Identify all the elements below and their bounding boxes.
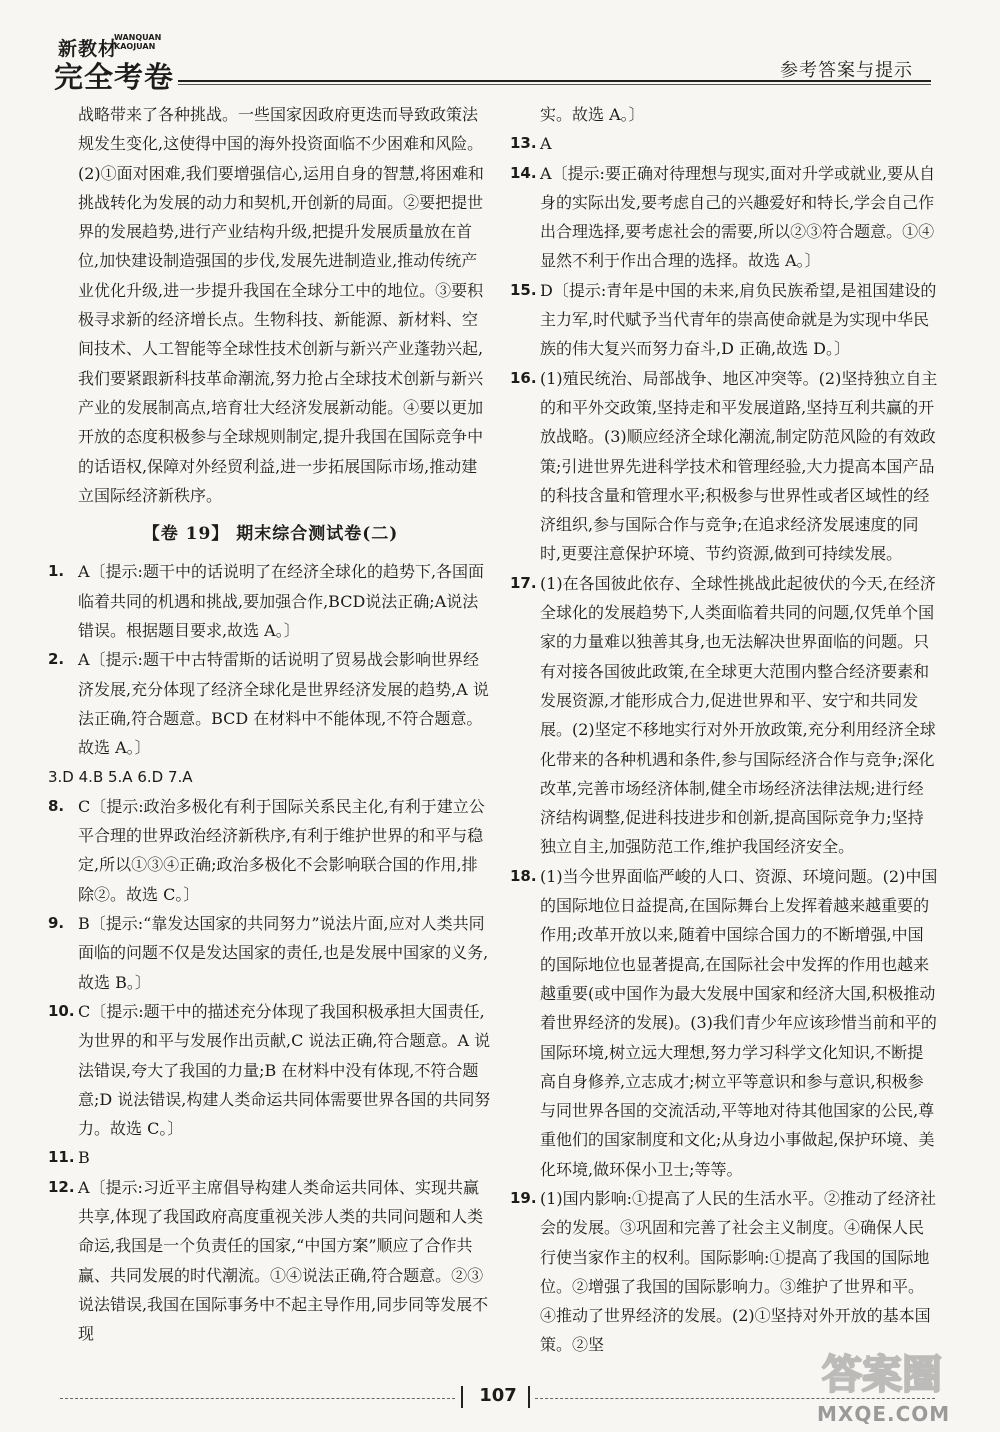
answer-continuation: 战略带来了各种挑战。一些国家因政府更迭而导致政策法规发生变化,这使得中国的海外投资面临不少困难和风险。 xyxy=(78,105,484,154)
footer-bar-right xyxy=(528,1386,530,1408)
page-header xyxy=(0,0,1000,94)
item-text: A〔提示:要正确对待理想与现实,面对升学或就业,要从自身的实际出发,要考虑自己的兴趣爱好和特长,学会自己作出合理选择,要考虑社会的需要,所以②③符合题意。①④显然不利于作出合理的选择。故选 A。〕 xyxy=(540,163,936,271)
item-text: (1)国内影响:①提高了人民的生活水平。②推动了经济社会的发展。③巩固和完善了社会主义制度。④确保人民行使当家作主的权利。国际影响:①提高了我国的国际地位。②增强了我国的国际影响力。③维护了世界和平。④推动了世界经济的发展。(2)①坚持对外开放的基本国策。②坚 xyxy=(540,1188,937,1355)
item-number: 14. xyxy=(510,163,537,182)
answer-item xyxy=(48,557,493,645)
right-column xyxy=(510,100,938,1360)
exam-title: 【卷 19】 期末综合测试卷(二) xyxy=(142,524,399,545)
item-number: 16. xyxy=(510,368,537,387)
brand-logo: 完全考卷 xyxy=(54,60,175,94)
item-number: 13. xyxy=(510,134,537,153)
answer-item xyxy=(510,276,938,364)
footer-rule-left xyxy=(60,1398,455,1399)
footer-bar-left xyxy=(461,1386,463,1408)
answer-part-2: (2)①面对困难,我们要增强信心,运用自身的智慧,将困难和挑战转化为发展的动力和契机,开创新的局面。②要把提世界的发展趋势,进行产业结构升级,把提升发展质量放在首位,加快建设制造强国的步伐,发展先进制造业,推动传统产业优化升级,进一步提升我国在全球分工中的地位。③要积极寻求新的经济增长点。生物科技、新能源、新材料、空间技术、人工智能等全球性技术创新与新兴产业蓬勃兴起,我们要紧跟新科技革命潮流,努力抢占全球技术创新与新兴产业的发展制高点,培育壮大经济发展新动能。④要以更加开放的态度积极参与全球规则制定,提升我国在国际竞争中的话语权,保障对外经贸利益,进一步拓展国际市场,推动建立国际经济新秩序。 xyxy=(78,163,484,505)
page-number: 107 xyxy=(479,1385,517,1406)
answer-item xyxy=(510,569,938,862)
answer-item xyxy=(510,159,938,276)
header-rule-thin xyxy=(178,84,931,85)
answer-item xyxy=(510,364,938,569)
section-heading: 参考答案与提示 xyxy=(780,60,913,81)
item-number: 1. xyxy=(48,562,65,581)
answer-item xyxy=(510,1184,938,1360)
item-number: 8. xyxy=(48,796,65,815)
item-text: A〔提示:题干中古特雷斯的话说明了贸易战会影响世界经济发展,充分体现了经济全球化是世界经济发展的趋势,A 说法正确,符合题意。BCD 在材料中不能体现,不符合题意。故选 A。〕 xyxy=(78,650,489,758)
answer-item xyxy=(510,862,938,1184)
item-text: C〔提示:政治多极化有利于国际关系民主化,有利于建立公平合理的世界政治经济新秩序,有利于维护世界的和平与稳定,所以①③④正确;政治多极化不会影响联合国的作用,排除②。故选 C。〕 xyxy=(78,796,485,904)
answer-item xyxy=(48,645,493,762)
answer-item xyxy=(510,129,938,158)
item-number: 17. xyxy=(510,573,537,592)
brand-pinyin: WANQUAN KAOJUAN xyxy=(114,33,162,51)
item-number: 15. xyxy=(510,280,537,299)
answer-item xyxy=(48,909,493,997)
item-text: A xyxy=(540,134,552,154)
item-text: A〔提示:习近平主席倡导构建人类命运共同体、实现共赢共享,体现了我国政府高度重视关涉人类的共同问题和人类命运,我国是一个负责任的国家,“中国方案”顺应了合作共赢、共同发展的时代潮流。①④说法正确,符合题意。②③说法错误,我国在国际事务中不起主导作用,同步同等发展不现 xyxy=(78,1177,489,1344)
left-column xyxy=(48,100,493,1348)
answer-continuation: 实。故选 A。〕 xyxy=(540,105,645,124)
item-number: 19. xyxy=(510,1188,537,1207)
item-text: B xyxy=(78,1148,90,1168)
answer-item xyxy=(48,792,493,909)
answer-item xyxy=(48,997,493,1143)
item-text: (1)殖民统治、局部战争、地区冲突等。(2)坚持独立自主的和平外交政策,坚持走和平发展道路,坚持互利共赢的开放战略。(3)顺应经济全球化潮流,制定防范风险的有效政策;引进世界先进科学技术和管理经验,大力提高本国产品的科技含量和管理水平;积极参与世界性或者区域性的经济组织,参与国际合作与竞争;在追求经济发展速度的同时,更要注意保护环境、节约资源,做到可持续发展。 xyxy=(540,368,938,564)
answer-item xyxy=(48,1173,493,1349)
item-number: 12. xyxy=(48,1177,75,1196)
watermark-logo-text: 答案圈 xyxy=(822,1352,942,1398)
item-text: A〔提示:题干中的话说明了在经济全球化的趋势下,各国面临着共同的机遇和挑战,要加强合作,BCD说法正确;A说法错误。根据题目要求,故选 A。〕 xyxy=(78,562,485,641)
item-text: (1)当今世界面临严峻的人口、资源、环境问题。(2)中国的国际地位日益提高,在国际舞台上发挥着越来越重要的作用;改革开放以来,随着中国综合国力的不断增强,中国的国际地位也显著提高,在国际社会中发挥的作用也越来越重要(或中国作为最大发展中国家和经济大国,积极推动着世界经济的发展)。(3)我们青少年应该珍惜当前和平的国际环境,树立远大理想,努力学习科学文化知识,不断提高自身修养,立志成才;树立平等意识和参与意识,积极参与同世界各国的交流活动,平等地对待其他国家的公民,尊重他们的国家制度和文化;从身边小事做起,保护环境、美化环境,做环保小卫士;等等。 xyxy=(540,866,938,1179)
item-number: 2. xyxy=(48,650,65,669)
item-number: 9. xyxy=(48,914,65,933)
item-text: D〔提示:青年是中国的未来,肩负民族希望,是祖国建设的主力军,时代赋予当代青年的崇高使命就是为实现中华民族的伟大复兴而努力奋斗,D 正确,故选 D。〕 xyxy=(540,280,937,359)
item-number: 11. xyxy=(48,1148,75,1167)
item-text: B〔提示:“靠发达国家的共同努力”说法片面,应对人类共同面临的问题不仅是发达国家的责任,也是发展中国家的义务,故选 B。〕 xyxy=(78,914,489,992)
watermark-url: MXQE.COM xyxy=(817,1402,951,1426)
answer-item xyxy=(48,1143,493,1172)
answer-key-text: 3.D 4.B 5.A 6.D 7.A xyxy=(48,767,193,786)
item-number: 10. xyxy=(48,1001,75,1020)
item-number: 18. xyxy=(510,866,537,885)
answer-key-row xyxy=(48,763,493,792)
item-text: (1)在各国彼此依存、全球性挑战此起彼伏的今天,在经济全球化的发展趋势下,人类面临着共同的问题,仅凭单个国家的力量难以独善其身,也无法解决世界面临的问题。只有对接各国彼此政策,在全球更大范围内整合经济要素和发展资源,才能形成合力,促进世界和平、安宁和共同发展。(2)坚定不移地实行对外开放政策,充分利用经济全球化带来的各种机遇和条件,参与国际经济合作与竞争;深化改革,完善市场经济体制,健全市场经济法律法规;进行经济结构调整,促进科技进步和创新,提高国际竞争力;坚持独立自主,加强防范工作,维护我国经济安全。 xyxy=(540,573,936,857)
item-text: C〔提示:题干中的描述充分体现了我国积极承担大国责任,为世界的和平与发展作出贡献,C 说法正确,符合题意。A 说法错误,夸大了我国的力量;B 在材料中没有体现,不符合题意;D 说法错误,构建人类命运共同体需要世界各国的共同努力。故选 C。〕 xyxy=(78,1001,491,1139)
brand-small: 新教材 xyxy=(58,38,119,60)
